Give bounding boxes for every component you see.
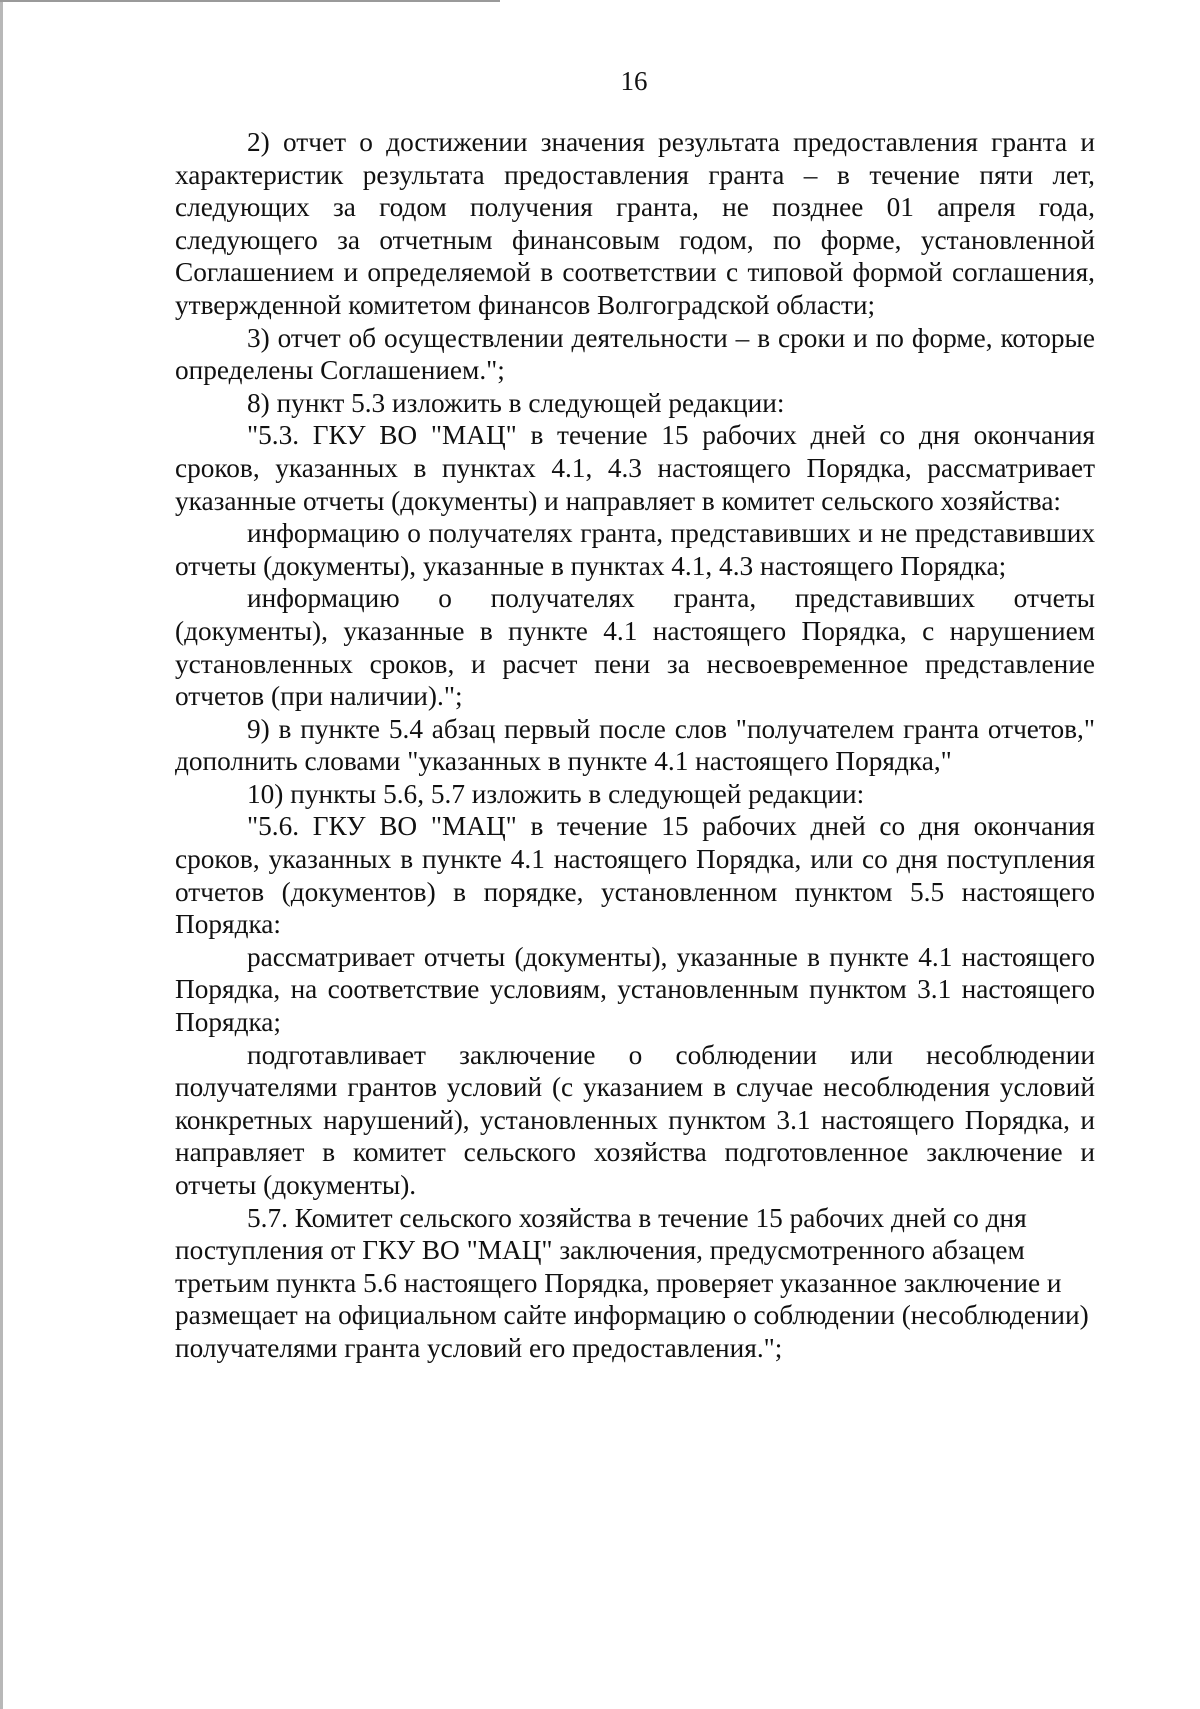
paragraph-reviews-reports: рассматривает отчеты (документы), указанные в пункте 4.1 настоящего Порядка, на соответствие условиям, установленным пунктом 3.1 настоящего Порядка;	[175, 941, 1095, 1038]
paragraph-prepares-conclusion: подготавливает заключение о соблюдении или несоблюдении получателями грантов условий (с указанием в случае несоблюдения условий конкретных нарушений), установленных пунктом 3.1 настоящего Порядка, и направляет в комитет сельского хозяйства подготовленное заключение и отчеты (документы).	[175, 1039, 1095, 1200]
paragraph-report-activity: 3) отчет об осуществлении деятельности – в сроки и по форме, которые определены Соглашением.";	[175, 322, 1095, 386]
paragraph-clause-5-6: "5.6. ГКУ ВО "МАЦ" в течение 15 рабочих дней со дня окончания сроков, указанных в пункте 4.1 настоящего Порядка, или со дня поступления отчетов (документов) в порядке, установленном пунктом 5.5 настоящего Порядка:	[175, 811, 1095, 940]
scan-edge-left	[0, 0, 3, 1709]
paragraph-item-10: 10) пункты 5.6, 5.7 изложить в следующей редакции:	[247, 778, 865, 809]
document-body	[175, 126, 1095, 1365]
paragraph-clause-5-3: "5.3. ГКУ ВО "МАЦ" в течение 15 рабочих дней со дня окончания сроков, указанных в пунктах 4.1, 4.3 настоящего Порядка, рассматривает указанные отчеты (документы) и направляет в комитет сельского хозяйства:	[175, 420, 1095, 516]
paragraph-item-9: 9) в пункте 5.4 абзац первый после слов "получателем гранта отчетов," дополнить словами "указанных в пункте 4.1 настоящего Порядка,"	[175, 713, 1095, 777]
scan-edge-top	[0, 0, 500, 2]
paragraph-report-achievement: 2) отчет о достижении значения результата предоставления гранта и характеристик результата предоставления гранта – в течение пяти лет, следующих за годом получения гранта, не позднее 01 апреля года, следующего за отчетным финансовым годом, по форме, установленной Соглашением и определяемой в соответствии с типовой формой соглашения, утвержденной комитетом финансов Волгоградской области;	[175, 127, 1095, 320]
paragraph-info-recipients: информацию о получателях гранта, представивших и не представивших отчеты (документы), указанные в пунктах 4.1, 4.3 настоящего Порядка;	[175, 518, 1095, 581]
page-number: 16	[620, 66, 648, 96]
paragraph-item-8: 8) пункт 5.3 изложить в следующей редакции:	[247, 387, 785, 418]
paragraph-info-violations: информацию о получателях гранта, представивших отчеты (документы), указанные в пункте 4.1 настоящего Порядка, с нарушением установленных сроков, и расчет пени за несвоевременное представление отчетов (при наличии).";	[175, 583, 1095, 712]
paragraph-clause-5-7: 5.7. Комитет сельского хозяйства в течение 15 рабочих дней со дня поступления от ГКУ ВО "МАЦ" заключения, предусмотренного абзацем третьим пункта 5.6 настоящего Порядка, проверяет указанное заключение и размещает на официальном сайте информацию о соблюдении (несоблюдении) получателями гранта условий его предоставления.";	[175, 1202, 1089, 1363]
